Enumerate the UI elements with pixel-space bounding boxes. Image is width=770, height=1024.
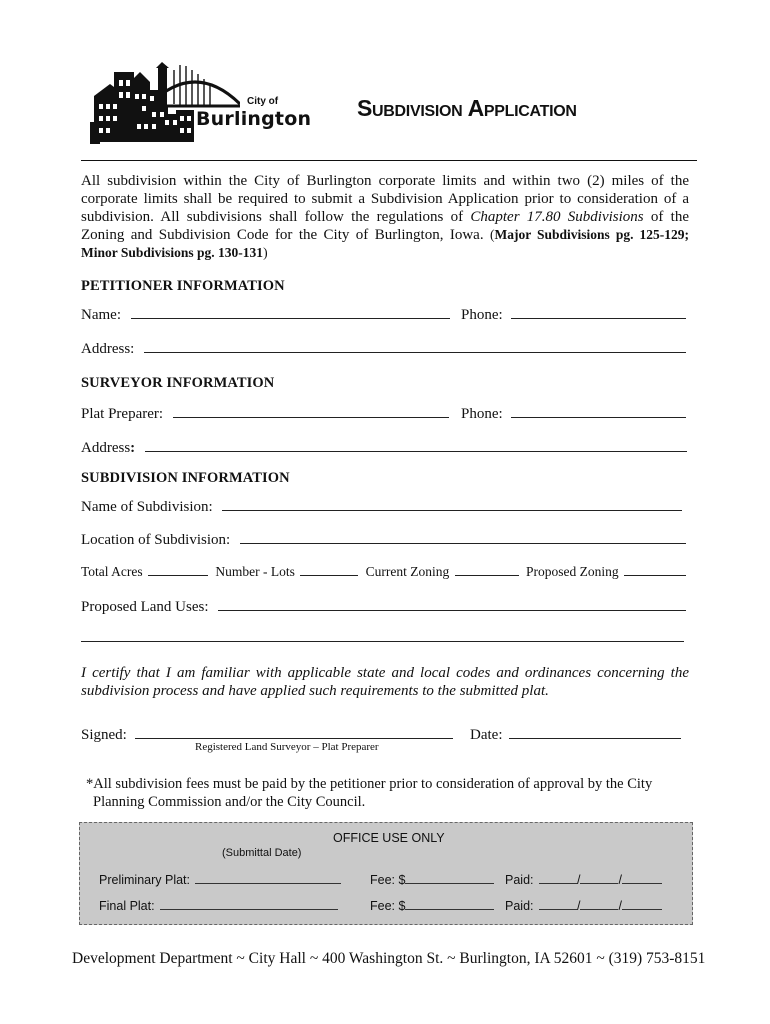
land-uses-row [81,596,686,616]
fees-note-line-2: Planning Commission and/or the City Council. [93,794,366,810]
date-separator: / [618,899,622,913]
preliminary-plat-row [99,872,341,887]
subdivision-name-row [81,496,682,516]
surveyor-phone-field[interactable] [511,403,686,418]
subdivision-location-field[interactable] [240,529,686,544]
final-paid-row [505,898,662,913]
office-use-box [79,822,693,925]
preliminary-paid-day-field[interactable] [580,872,618,884]
final-plat-date-field[interactable] [160,898,338,910]
surveyor-address-field[interactable] [145,437,687,452]
final-paid-month-field[interactable] [539,898,577,910]
date-row [470,724,681,744]
petitioner-address-field[interactable] [144,338,686,353]
fees-note-line-1: *All subdivision fees must be paid by the petitioner prior to consideration of approval by the City [86,776,653,792]
proposed-zoning-field[interactable] [624,563,686,576]
subdivision-name-label: Name of Subdivision: [81,499,213,515]
preliminary-fee-field[interactable] [405,872,494,884]
certification-statement: I certify that I am familiar with applicable state and local codes and ordinances concerning the subdivision process and have applied such requirements to the submitted plat. [81,665,689,699]
signer-caption: Registered Land Surveyor – Plat Preparer [195,741,379,753]
preliminary-fee-label: Fee: $ [370,873,406,887]
preliminary-paid-row [505,872,662,887]
petitioner-phone-label: Phone: [461,307,503,323]
logo-name: Burlington [196,108,312,130]
final-fee-row [370,898,494,913]
intro-chapter-ref: Chapter 17.80 Subdivisions [470,209,644,225]
city-logo [90,62,312,148]
land-uses-field[interactable] [218,596,686,611]
petitioner-name-row [81,304,450,324]
proposed-zoning-label: Proposed Zoning [526,564,619,579]
petitioner-heading: PETITIONER INFORMATION [81,278,285,294]
subdivision-location-label: Location of Subdivision: [81,532,231,548]
petitioner-name-field[interactable] [131,304,450,319]
date-label: Date: [470,727,503,743]
date-separator: / [576,899,581,913]
preliminary-paid-year-field[interactable] [622,872,662,884]
surveyor-heading: SURVEYOR INFORMATION [81,375,275,391]
intro-pages-open: ( [490,227,495,242]
date-separator: / [576,873,581,887]
intro-text-a: All subdivision within the City of Burlington corporate limits and within two (2) miles of the corporate limits shall be required to submit a Subdivision Application prior to consideration of a subdivision. All subdivisions shall follow the regulations of [81,173,689,225]
subdivision-heading: SUBDIVISION INFORMATION [81,470,290,486]
surveyor-preparer-field[interactable] [173,403,449,418]
signed-label: Signed: [81,727,127,743]
final-paid-day-field[interactable] [580,898,618,910]
intro-pages-close: ) [263,245,268,260]
intro-pages-bold: Major Subdivisions pg. 125-129; Minor Subdivisions pg. 130-131 [81,227,689,260]
surveyor-address-label: Address [81,440,131,456]
preliminary-fee-row [370,872,494,887]
total-acres-field[interactable] [148,563,208,576]
surveyor-preparer-row [81,403,449,423]
date-field[interactable] [509,724,681,739]
final-fee-field[interactable] [405,898,494,910]
signature-field[interactable] [135,724,453,739]
intro-paragraph [81,172,689,262]
current-zoning-field[interactable] [455,563,519,576]
surveyor-phone-label: Phone: [461,406,503,422]
office-use-title: OFFICE USE ONLY [333,831,445,845]
header-divider [81,160,697,161]
submittal-date-caption: (Submittal Date) [222,847,302,859]
surveyor-preparer-label: Plat Preparer: [81,406,164,422]
preliminary-plat-label: Preliminary Plat: [99,873,190,887]
surveyor-address-colon: : [130,440,136,456]
footer-contact: Development Department ~ City Hall ~ 400 Washington St. ~ Burlington, IA 52601 ~ (319) 753-8151 [72,950,706,967]
subdivision-location-row [81,529,686,549]
petitioner-address-label: Address: [81,341,135,357]
land-uses-field-2[interactable] [81,641,684,642]
petitioner-address-row [81,338,686,358]
petitioner-name-label: Name: [81,307,121,323]
subdivision-name-field[interactable] [222,496,682,511]
surveyor-phone-row [461,403,686,423]
preliminary-paid-month-field[interactable] [539,872,577,884]
surveyor-address-row [81,437,687,457]
final-plat-row [99,898,338,913]
preliminary-plat-date-field[interactable] [195,872,341,884]
final-fee-label: Fee: $ [370,899,406,913]
petitioner-phone-row [461,304,686,324]
city-skyline-icon [90,62,240,148]
lots-label: Number - Lots [215,564,295,579]
lots-field[interactable] [300,563,358,576]
petitioner-phone-field[interactable] [511,304,686,319]
land-uses-label: Proposed Land Uses: [81,599,209,615]
intro-text-b: of the Zoning and Subdivision Code for the City of Burlington, Iowa. [81,209,689,243]
page-title: Subdivision Application [357,95,577,121]
date-separator: / [618,873,622,887]
final-plat-label: Final Plat: [99,899,155,913]
final-paid-year-field[interactable] [622,898,662,910]
current-zoning-label: Current Zoning [365,564,450,579]
preliminary-paid-label: Paid: [505,873,534,887]
zoning-row [81,563,686,580]
total-acres-label: Total Acres [81,564,143,579]
final-paid-label: Paid: [505,899,534,913]
logo-city-of: City of [247,96,279,107]
